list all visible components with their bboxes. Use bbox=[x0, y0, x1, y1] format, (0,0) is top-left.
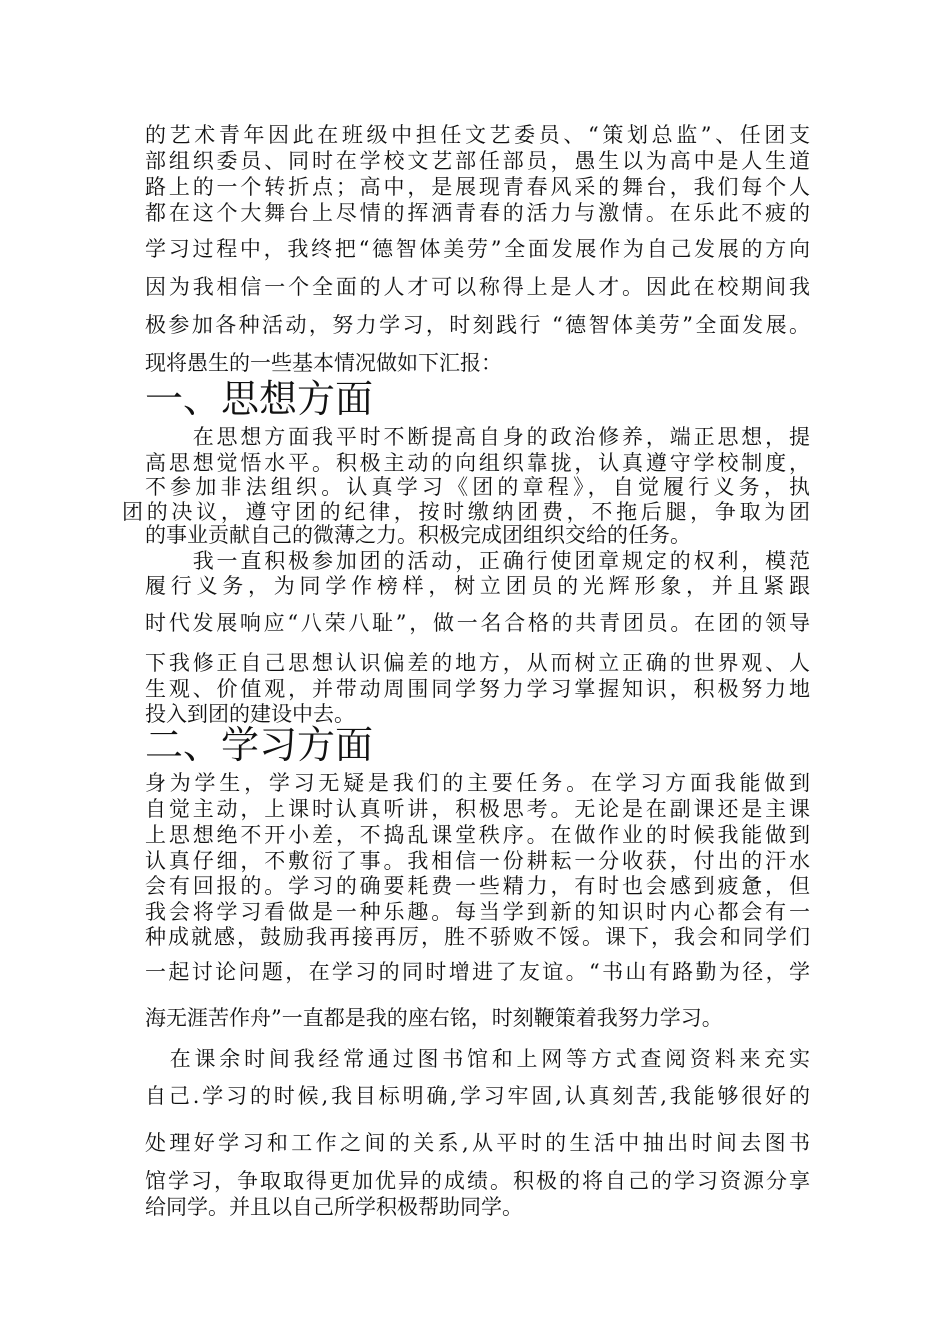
paragraph-line: 一起讨论问题，在学习的同时增进了友谊。“书山有路勤为径，学 bbox=[145, 960, 810, 984]
paragraph-line: 给同学。并且以自己所学积极帮助同学。 bbox=[145, 1195, 523, 1219]
paragraph-line: 学习过程中，我终把“德智体美劳”全面发展作为自己发展的方向 bbox=[145, 237, 810, 261]
paragraph-line: 生观、价值观，并带动周围同学努力学习掌握知识，积极努力地 bbox=[145, 677, 810, 701]
paragraph-line: 的事业贡献自己的微薄之力。积极完成团组织交给的任务。 bbox=[145, 523, 691, 547]
paragraph-line: 海无涯苦作舟”一直都是我的座右铭，时刻鞭策着我努力学习。 bbox=[145, 1006, 723, 1030]
paragraph-line: 认真仔细，不敷衍了事。我相信一份耕耘一分收获，付出的汗水 bbox=[145, 849, 810, 873]
paragraph-line: 我会将学习看做是一种乐趣。每当学到新的知识时内心都会有一 bbox=[145, 900, 810, 924]
section-heading-study: 二、学习方面 bbox=[145, 723, 374, 767]
paragraph-line: 都在这个大舞台上尽情的挥洒青春的活力与激情。在乐此不疲的 bbox=[145, 201, 810, 225]
section-heading-thought: 一、思想方面 bbox=[145, 377, 374, 421]
paragraph-line: 不参加非法组织。认真学习《团的章程》，自觉履行义务，执 bbox=[145, 475, 810, 499]
paragraph-line: 我一直积极参加团的活动，正确行使团章规定的权利，模范 bbox=[145, 549, 810, 573]
paragraph-line: 现将愚生的一些基本情况做如下汇报： bbox=[145, 351, 502, 375]
paragraph-line: 的艺术青年因此在班级中担任文艺委员、“策划总监”、任团支 bbox=[145, 123, 810, 147]
paragraph-line: 投入到团的建设中去。 bbox=[145, 702, 355, 726]
paragraph-line: 自觉主动，上课时认真听讲，积极思考。无论是在副课还是主课 bbox=[145, 797, 810, 821]
paragraph-line: 身为学生，学习无疑是我们的主要任务。在学习方面我能做到 bbox=[145, 771, 810, 795]
paragraph-line: 自己.学习的时候,我目标明确,学习牢固,认真刻苦,我能够很好的 bbox=[145, 1084, 810, 1108]
paragraph-line: 在思想方面我平时不断提高自身的政治修养，端正思想，提 bbox=[145, 425, 810, 449]
paragraph-line: 路上的一个转折点；高中，是展现青春风采的舞台，我们每个人 bbox=[145, 175, 810, 199]
paragraph-line: 会有回报的。学习的确要耗费一些精力，有时也会感到疲惫，但 bbox=[145, 874, 810, 898]
paragraph-line: 团的决议，遵守团的纪律，按时缴纳团费，不拖后腿，争取为团 bbox=[122, 500, 810, 524]
paragraph-line: 馆学习，争取取得更加优异的成绩。积极的将自己的学习资源分享 bbox=[145, 1169, 810, 1193]
paragraph-line: 处理好学习和工作之间的关系,从平时的生活中抽出时间去图书 bbox=[145, 1131, 810, 1155]
paragraph-line: 上思想绝不开小差，不捣乱课堂秩序。在做作业的时候我能做到 bbox=[145, 823, 810, 847]
paragraph-line: 高思想觉悟水平。积极主动的向组织靠拢，认真遵守学校制度， bbox=[145, 451, 810, 475]
paragraph-line: 极参加各种活动，努力学习，时刻践行 “德智体美劳”全面发展。 bbox=[145, 313, 810, 337]
paragraph-line: 时代发展响应“八荣八耻”，做一名合格的共青团员。在团的领导 bbox=[145, 611, 810, 635]
paragraph-line: 在课余时间我经常通过图书馆和上网等方式查阅资料来充实 bbox=[145, 1047, 810, 1071]
paragraph-line: 下我修正自己思想认识偏差的地方，从而树立正确的世界观、人 bbox=[145, 651, 810, 675]
paragraph-line: 种成就感，鼓励我再接再厉，胜不骄败不馁。课下，我会和同学们 bbox=[145, 925, 810, 949]
paragraph-line: 因为我相信一个全面的人才可以称得上是人才。因此在校期间我 bbox=[145, 275, 810, 299]
paragraph-line: 部组织委员、同时在学校文艺部任部员，愚生以为高中是人生道 bbox=[145, 149, 810, 173]
paragraph-line: 履行义务，为同学作榜样，树立团员的光辉形象，并且紧跟 bbox=[145, 574, 810, 598]
